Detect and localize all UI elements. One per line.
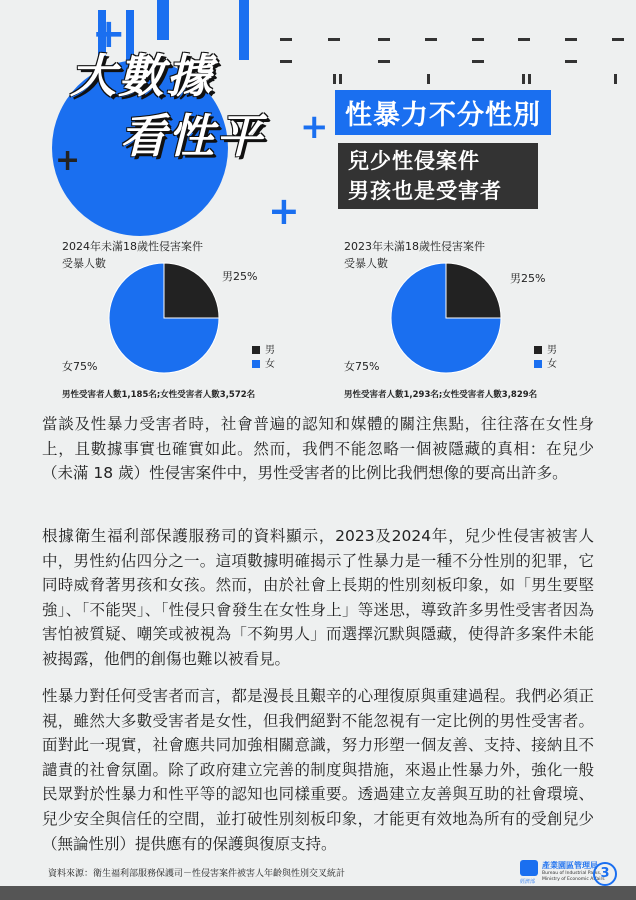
chart-totals: 男性受害者人數1,185名;女性受害者人數3,572名: [62, 390, 256, 400]
decorative-dash: [522, 74, 525, 84]
pie-chart-2023: [344, 238, 634, 398]
legend-male-label: 男: [265, 345, 275, 356]
paragraph-3: 性暴力對任何受害者而言，都是漫長且艱辛的心理復原與重建過程。我們必須正視，雖然大多數受害者是女性，但我們絕對不能忽視有一定比例的男性受害者。面對此一現實，社會應共同加強相關意識，努力形塑一個友善、支持、接納且不譴責的社會氛圍。除了政府建立完善的制度與措施，來遏止性暴力外，強化一般民眾對於性暴力和性平等的認知也同樣重要。透過建立友善與互助的社會環境、兒少安全與信任的空間，並打破性別刻板印象，才能更有效地為所有的受創兒少（無論性別）提供應有的保護與復原支持。: [42, 687, 594, 853]
chart-legend: [252, 344, 275, 372]
page-number: 3: [593, 862, 617, 886]
female-swatch: [252, 360, 260, 368]
legend-female-label: 女: [265, 359, 275, 370]
legend-male-label: 男: [547, 345, 557, 356]
hero-title-line2: 看性平: [120, 109, 264, 163]
paragraph-2: 根據衛生福利部保護服務司的資料顯示，2023及2024年，兒少性侵害被害人中，男性約佔四分之一。這項數據明確揭示了性暴力是一種不分性別的犯罪，它同時威脅著男孩和女孩。然而，由於社會上長期的性別刻板印象，如「男生要堅強」、「不能哭」、「性侵只會發生在女性身上」等迷思，導致許多男性受害者因為害怕被質疑、嘲笑或被視為「不夠男人」而選擇沉默與隱藏，使得許多案件未能被揭露，他們的創傷也難以被看見。: [42, 527, 594, 668]
legend-item-male: [534, 344, 557, 358]
subtitle-line2: 男孩也是受害者: [348, 179, 502, 203]
decorative-dash: [427, 74, 430, 84]
chart-totals: 男性受害者人數1,293名;女性受害者人數3,829名: [344, 390, 538, 400]
decorative-bar: [157, 0, 169, 40]
chart-title-line1: 2023年未滿18歲性侵害案件: [344, 240, 485, 253]
footer-bar: [0, 886, 636, 900]
decorative-dash: [378, 60, 390, 63]
decorative-dash: [280, 38, 292, 41]
chart-legend: [534, 344, 557, 372]
plus-icon: +: [55, 143, 81, 178]
paragraph-1: 當談及性暴力受害者時，社會普遍的認知和媒體的關注焦點，往往落在女性身上，且數據事實也確實如此。然而，我們不能忽略一個被隱藏的真相：在兒少（未滿 18 歲）性侵害案件中，男性受害者的比例比我們想像的要高出許多。: [42, 415, 594, 483]
legend-item-female: [252, 358, 275, 372]
decorative-dash: [378, 38, 390, 41]
logo-english-1: Bureau of Industrial Parks,: [542, 871, 602, 876]
logo-title: 產業園區管理局: [542, 861, 598, 870]
legend-female-label: 女: [547, 359, 557, 370]
source-note: 資料來源：衛生福利部服務保護司－性侵害案件被害人年齡與性別交叉統計: [48, 869, 346, 879]
subtitle-line1: 兒少性侵案件: [348, 149, 480, 173]
chart-title-line2: 受暴人數: [62, 257, 106, 270]
pie-slice-male: [164, 263, 219, 318]
pie-chart-2024: [62, 238, 352, 398]
decorative-bar: [239, 0, 249, 60]
decorative-dash: [333, 74, 336, 84]
female-percent-label: 女75%: [62, 360, 98, 373]
decorative-dash: [280, 60, 292, 63]
male-percent-label: 男25%: [222, 270, 258, 283]
decorative-dash: [612, 38, 624, 41]
decorative-dash: [472, 38, 484, 41]
hero-title-line1: 大數據: [70, 49, 214, 103]
plus-icon: +: [92, 11, 126, 57]
decorative-dash: [518, 38, 530, 41]
decorative-dash: [328, 38, 340, 41]
decorative-dash: [472, 60, 484, 63]
female-swatch: [534, 360, 542, 368]
decorative-dash: [425, 38, 437, 41]
decorative-dash: [565, 60, 577, 63]
decorative-dash: [339, 74, 342, 84]
decorative-dash: [614, 74, 617, 84]
subtitle-box: [338, 143, 538, 209]
pie-slice-male: [446, 263, 501, 318]
plus-icon: +: [268, 189, 300, 233]
legend-item-male: [252, 344, 275, 358]
logo-ministry: 經濟部: [520, 879, 536, 885]
male-swatch: [534, 346, 542, 354]
pie: [107, 261, 221, 375]
logo-english-2: Ministry of Economic Affairs: [542, 877, 605, 882]
decorative-dash: [565, 38, 577, 41]
headline: 性暴力不分性別: [335, 90, 551, 135]
female-percent-label: 女75%: [344, 360, 380, 373]
legend-item-female: [534, 358, 557, 372]
pie: [389, 261, 503, 375]
chart-title-line2: 受暴人數: [344, 257, 388, 270]
plus-icon: +: [300, 107, 329, 147]
chart-title-line1: 2024年未滿18歲性侵害案件: [62, 240, 203, 253]
male-percent-label: 男25%: [510, 272, 546, 285]
logo-mark: [520, 860, 538, 876]
male-swatch: [252, 346, 260, 354]
decorative-dash: [528, 74, 531, 84]
agency-logo: [520, 860, 605, 888]
